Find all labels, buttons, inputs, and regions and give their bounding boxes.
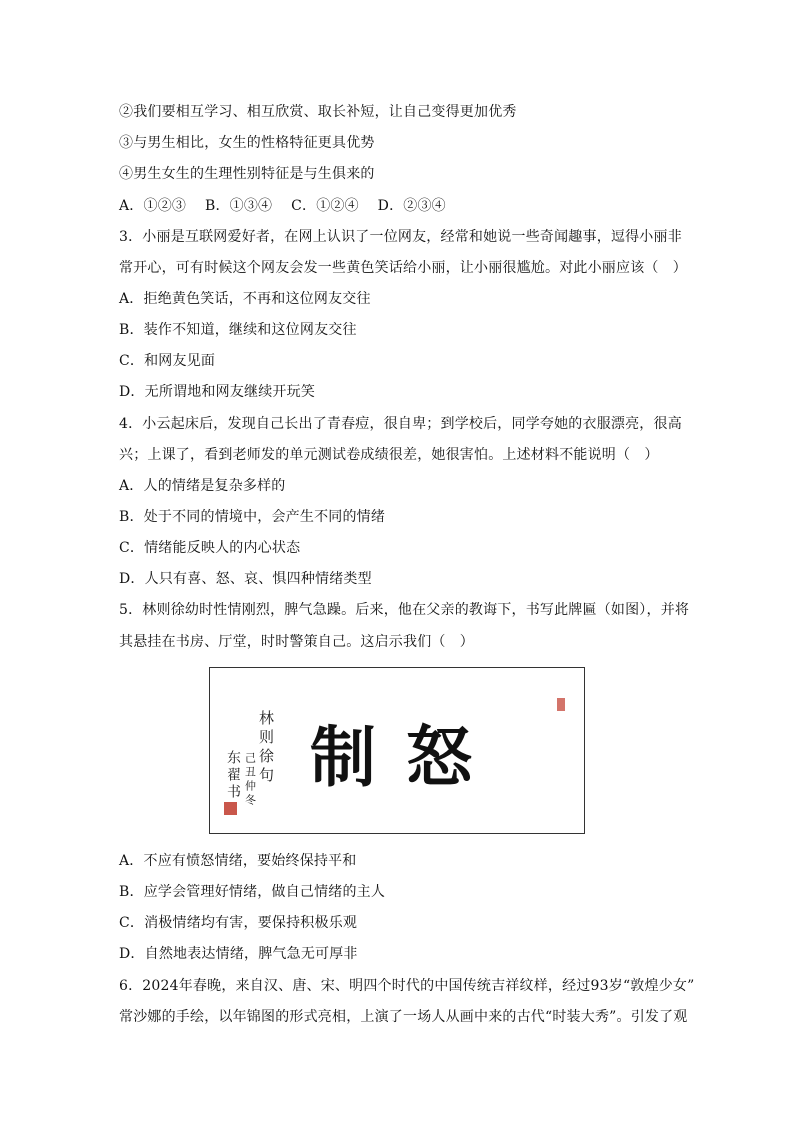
q3-stem-line1: 3．小丽是互联网爱好者，在网上认识了一位网友，经常和她说一些奇闻趣事，逗得小丽非 — [119, 229, 682, 245]
q4-stem-line2: 兴；上课了，看到老师发的单元测试卷成绩很差，她很害怕。上述材料不能说明（ ） — [119, 447, 659, 463]
q5-option-c: C．消极情绪均有害，要保持积极乐观 — [119, 915, 358, 931]
q4-option-d: D．人只有喜、怒、哀、惧四种情绪类型 — [119, 571, 372, 587]
q3-option-a: A．拒绝黄色笑话，不再和这位网友交往 — [119, 291, 371, 307]
signature-col3: 东翟书 — [225, 750, 241, 801]
q5-stem-line1: 5．林则徐幼时性情刚烈，脾气急躁。后来，他在父亲的教诲下，书写此牌匾（如图），并将 — [119, 602, 690, 618]
q6-stem-line2: 常沙娜的手绘，以年锦图的形式亮相，上演了一场人从画中来的古代“时装大秀”。引发了观 — [119, 1009, 688, 1025]
q3-option-b: B．装作不知道，继续和这位网友交往 — [119, 322, 357, 338]
statement-2: ②我们要相互学习、相互欣赏、取长补短，让自己变得更加优秀 — [119, 104, 517, 120]
q5-option-a: A．不应有愤怒情绪，要始终保持平和 — [119, 853, 357, 869]
q2-options: A．①②③ B．①③④ C．①②④ D．②③④ — [119, 198, 446, 214]
calligraphy-plaque-image — [209, 667, 585, 834]
q3-option-c: C．和网友见面 — [119, 353, 216, 369]
q3-stem-line2: 常开心，可有时候这个网友会发一些黄色笑话给小丽，让小丽很尴尬。对此小丽应该（ ） — [119, 260, 687, 276]
q4-option-c: C．情绪能反映人的内心状态 — [119, 540, 301, 556]
q5-option-b: B．应学会管理好情绪，做自己情绪的主人 — [119, 884, 386, 900]
signature-col2: 己丑仲冬 — [243, 752, 257, 808]
q4-stem-line1: 4．小云起床后，发现自己长出了青春痘，很自卑；到学校后，同学夸她的衣服漂亮，很高 — [119, 416, 682, 432]
statement-4: ④男生女生的生理性别特征是与生俱来的 — [119, 166, 375, 182]
q4-option-b: B．处于不同的情境中，会产生不同的情绪 — [119, 509, 386, 525]
q6-stem-line1: 6．2024年春晚，来自汉、唐、宋、明四个时代的中国传统吉祥纹样，经过93岁“敦煌少女” — [119, 978, 695, 994]
calligraphy-main-text: 制怒 — [310, 718, 502, 796]
seal-stamp-upper — [557, 698, 565, 711]
q4-option-a: A．人的情绪是复杂多样的 — [119, 478, 286, 494]
q3-option-d: D．无所谓地和网友继续开玩笑 — [119, 384, 316, 400]
q5-option-d: D．自然地表达情绪，脾气急无可厚非 — [119, 946, 358, 962]
q5-stem-line2: 其悬挂在书房、厅堂，时时警策自己。这启示我们（ ） — [119, 634, 474, 650]
statement-3: ③与男生相比，女生的性格特征更具优势 — [119, 135, 375, 151]
seal-stamp-lower — [224, 802, 237, 815]
signature-col1: 林则徐句 — [257, 710, 275, 786]
